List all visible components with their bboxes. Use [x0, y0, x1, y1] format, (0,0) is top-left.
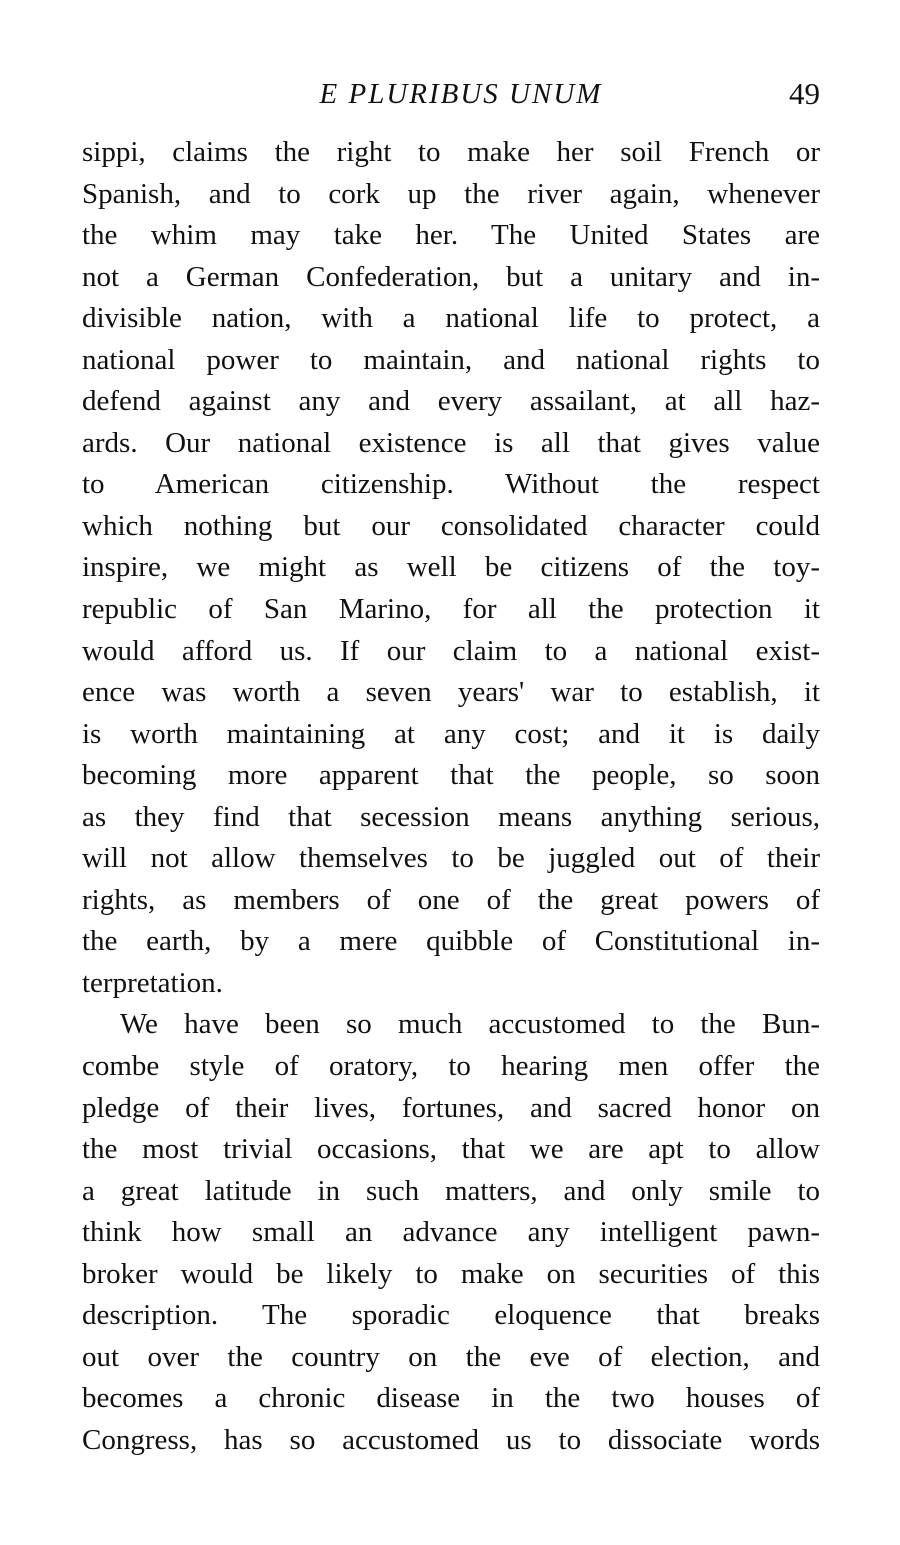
text-line: description. The sporadic eloquence that breaks [82, 1299, 820, 1332]
running-title: E PLURIBUS UNUM [319, 78, 603, 110]
text-line: out over the country on the eve of election, and [82, 1340, 820, 1373]
text-line: not a German Confederation, but a unitary and in- [82, 260, 820, 293]
text-line: defend against any and every assailant, at all haz- [82, 385, 820, 418]
text-line: becomes a chronic disease in the two houses of [82, 1382, 820, 1415]
text-line: inspire, we might as well be citizens of the toy- [82, 551, 820, 584]
text-line: becoming more apparent that the people, so soon [82, 759, 820, 792]
text-line: sippi, claims the right to make her soil French or [82, 136, 820, 168]
text-line: national power to maintain, and national rights to [82, 343, 820, 376]
text-line: combe style of oratory, to hearing men offer the [82, 1050, 820, 1083]
paragraph-start-line: We have been so much accustomed to the Bun- [120, 1008, 820, 1041]
text-line: a great latitude in such matters, and only smile to [82, 1174, 820, 1207]
text-line: to American citizenship. Without the respect [82, 468, 820, 501]
text-line: is worth maintaining at any cost; and it is daily [82, 717, 820, 750]
page-number: 49 [789, 76, 820, 111]
text-line: the whim may take her. The United States are [82, 219, 820, 252]
text-line: as they find that secession means anything serious, [82, 800, 820, 833]
text-line: Spanish, and to cork up the river again, whenever [82, 177, 820, 210]
text-line: which nothing but our consolidated character could [82, 509, 820, 542]
running-head [82, 74, 820, 118]
text-line: the most trivial occasions, that we are apt to allow [82, 1133, 820, 1166]
paragraph-end-line: terpretation. [82, 966, 223, 999]
body-text [82, 132, 820, 1462]
text-line: will not allow themselves to be juggled out of their [82, 842, 820, 875]
text-line: pledge of their lives, fortunes, and sacred honor on [82, 1091, 820, 1124]
text-line: think how small an advance any intelligent pawn- [82, 1216, 820, 1249]
text-line: would afford us. If our claim to a national exist- [82, 634, 820, 667]
text-line: the earth, by a mere quibble of Constitutional in- [82, 925, 820, 958]
text-line: republic of San Marino, for all the protection it [82, 593, 820, 626]
text-line: ards. Our national existence is all that gives value [82, 426, 820, 459]
text-line: broker would be likely to make on securities of this [82, 1257, 820, 1290]
text-line: ence was worth a seven years' war to establish, it [82, 676, 820, 709]
text-line: Congress, has so accustomed us to dissociate words [82, 1423, 820, 1456]
text-line: rights, as members of one of the great powers of [82, 883, 820, 916]
text-line: divisible nation, with a national life to protect, a [82, 302, 820, 335]
